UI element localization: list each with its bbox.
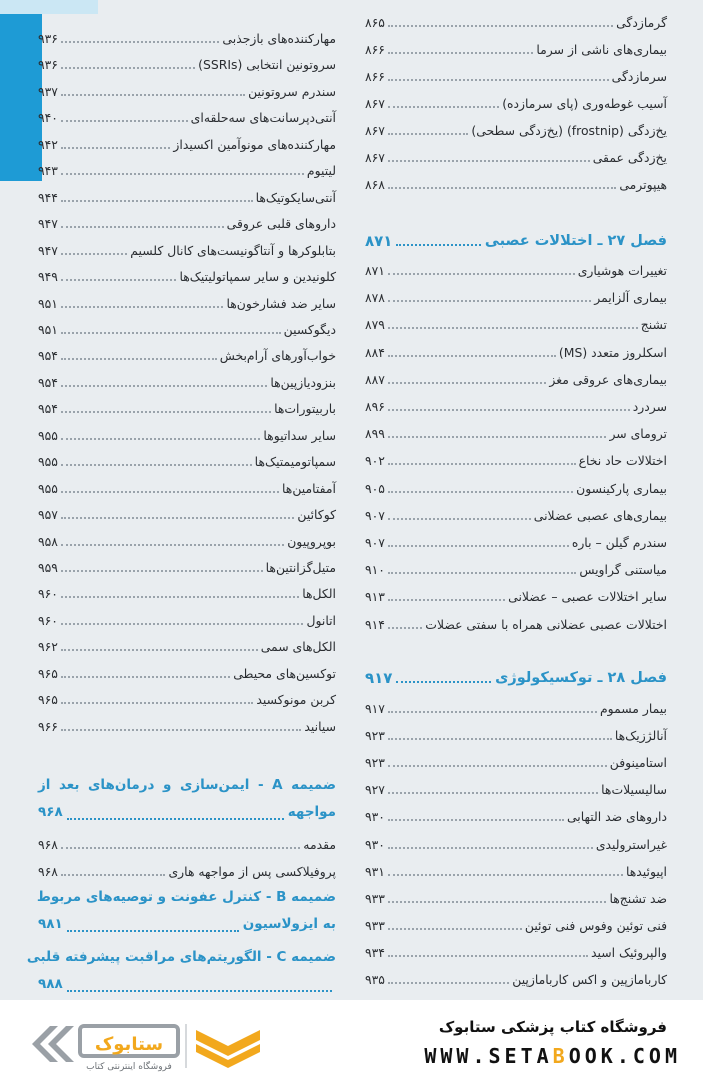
- entry-title: سرمازدگی: [611, 69, 667, 84]
- toc-entry[interactable]: [365, 143, 667, 167]
- dot-leader: [61, 200, 253, 202]
- entry-page-number: ۸۸۴: [365, 344, 385, 360]
- dot-leader: [388, 518, 531, 520]
- entry-title: سایر سداتیوها: [263, 427, 336, 443]
- entry-page-number: ۹۳۶: [38, 31, 58, 46]
- entry-page-number: ۹۶۲: [38, 639, 58, 655]
- entry-title: تغییرات هوشیاری: [577, 263, 667, 278]
- toc-entry[interactable]: [365, 775, 667, 799]
- dot-leader: [61, 438, 260, 440]
- entry-page-number: ۹۶۰: [38, 612, 58, 628]
- entry-page-number: ۸۷۹: [365, 317, 385, 333]
- dot-leader: [67, 990, 332, 992]
- entry-page-number: ۹۴۷: [38, 216, 58, 232]
- dot-leader: [388, 187, 616, 189]
- toc-entry[interactable]: [38, 24, 336, 48]
- toc-entry[interactable]: [38, 156, 336, 180]
- appendix-title-line-1: ضمیمه A - ایمن‌سازی و درمان‌های بعد از: [38, 777, 337, 793]
- store-footer: [0, 1000, 703, 1080]
- entry-title: داروهای ضد التهابی: [566, 809, 667, 825]
- dot-leader: [61, 544, 284, 546]
- toc-entry[interactable]: [365, 938, 667, 962]
- dot-leader: [61, 358, 217, 360]
- dot-leader: [61, 306, 223, 308]
- toc-entry[interactable]: [365, 857, 667, 881]
- toc-entry[interactable]: [38, 527, 336, 551]
- dot-leader: [388, 436, 606, 438]
- entry-page-number: ۸۶۵: [365, 15, 385, 30]
- appendix-page-number: ۹۸۸: [38, 976, 63, 992]
- entry-title: مقدمه: [303, 837, 336, 852]
- entry-title: سالیسیلات‌ها: [601, 782, 667, 798]
- entry-page-number: ۸۶۷: [365, 123, 385, 138]
- dot-leader: [388, 711, 597, 713]
- dot-leader: [61, 729, 301, 731]
- entry-page-number: ۹۶۵: [38, 665, 58, 681]
- toc-entry[interactable]: [365, 283, 667, 307]
- entry-page-number: ۹۵۵: [38, 427, 58, 443]
- toc-entry[interactable]: [38, 632, 336, 656]
- dot-leader: [388, 847, 593, 849]
- dot-leader: [61, 67, 195, 69]
- entry-title: بیماری آلزایمر: [594, 290, 667, 306]
- entry-page-number: ۹۵۵: [38, 480, 58, 496]
- entry-title: سندرم گیلن – باره: [571, 535, 667, 550]
- toc-entry[interactable]: [38, 209, 336, 233]
- toc-entry[interactable]: [365, 911, 667, 935]
- toc-entry[interactable]: [38, 130, 336, 154]
- entry-title: یخ‌زدگی عمقی: [592, 150, 667, 165]
- entry-title: متیل‌گزانتین‌ها: [265, 560, 336, 575]
- toc-entry[interactable]: [365, 965, 667, 989]
- entry-title: والپروئیک اسید: [590, 944, 667, 960]
- entry-title: ضد تشنج‌ها: [609, 890, 667, 906]
- toc-entry[interactable]: [38, 289, 336, 313]
- dot-leader: [61, 332, 281, 334]
- entry-page-number: ۹۵۷: [38, 507, 58, 523]
- toc-entry[interactable]: [38, 236, 336, 260]
- toc-entry[interactable]: [38, 579, 336, 603]
- toc-entry[interactable]: [38, 103, 336, 127]
- toc-entry[interactable]: [38, 368, 336, 392]
- entry-title: بیمار مسموم: [600, 701, 667, 716]
- entry-page-number: ۹۰۷: [365, 507, 385, 523]
- appendix-title-line-2-row: [38, 911, 336, 938]
- appendix-title-line-1: ضمیمه B - کنترل عفونت و توصیه‌های مربوط: [36, 889, 336, 905]
- entry-title: تشنج: [640, 317, 667, 333]
- toc-entry[interactable]: [365, 116, 667, 140]
- entry-page-number: ۹۲۷: [365, 782, 385, 798]
- toc-entry[interactable]: [365, 35, 667, 59]
- entry-page-number: ۹۳۶: [38, 57, 58, 73]
- entry-title: بنزودیازپین‌ها: [270, 374, 336, 390]
- dot-leader: [61, 623, 304, 625]
- entry-title: میاستنی گراویس: [579, 562, 667, 578]
- dot-leader: [388, 106, 499, 108]
- dot-leader: [61, 596, 299, 598]
- entry-page-number: ۹۵۹: [38, 560, 58, 575]
- dot-leader: [388, 901, 607, 903]
- entry-page-number: ۹۲۳: [365, 755, 385, 771]
- dot-leader: [388, 572, 576, 574]
- dot-leader: [61, 874, 166, 876]
- toc-entry[interactable]: [365, 338, 667, 362]
- entry-page-number: ۹۱۴: [365, 616, 385, 632]
- entry-page-number: ۹۳۴: [365, 944, 385, 960]
- dot-leader: [388, 792, 598, 794]
- dot-leader: [388, 463, 576, 465]
- entry-title: آنتی‌دپرسانت‌های سه‌حلقه‌ای: [190, 110, 336, 126]
- entry-title: آسیب غوطه‌وری (پای سرمازده): [502, 96, 667, 111]
- setabook-logo: [28, 1020, 274, 1072]
- toc-entry[interactable]: [365, 582, 667, 606]
- entry-page-number: ۸۹۹: [365, 426, 385, 442]
- toc-entry[interactable]: [38, 500, 336, 524]
- entry-title: استامینوفن: [609, 755, 667, 771]
- dot-leader: [388, 491, 573, 493]
- dot-leader: [388, 928, 522, 930]
- toc-entry[interactable]: [365, 610, 667, 634]
- entry-page-number: ۹۳۳: [365, 917, 385, 933]
- dot-leader: [67, 930, 239, 932]
- entry-page-number: ۹۶۰: [38, 586, 58, 602]
- entry-title: سردرد: [632, 399, 667, 414]
- entry-title: آنالژزیک‌ها: [614, 728, 667, 744]
- dot-leader: [61, 41, 219, 43]
- dot-leader: [61, 94, 245, 96]
- appendix-title-line-1: ضمیمه C - الگوریتم‌های مراقبت پیشرفته قلبی: [26, 949, 336, 965]
- entry-title: مهارکننده‌های مونوآمین اکسیداز: [173, 136, 336, 152]
- toc-entry[interactable]: [38, 421, 336, 445]
- entry-page-number: ۹۶۶: [38, 718, 58, 734]
- entry-page-number: ۸۸۷: [365, 371, 385, 387]
- entry-page-number: ۸۶۶: [365, 42, 385, 57]
- toc-entry[interactable]: [365, 528, 667, 552]
- dot-leader: [61, 464, 252, 466]
- dot-leader: [61, 279, 177, 281]
- entry-title: اتانول: [306, 612, 336, 628]
- dot-leader: [388, 25, 613, 27]
- entry-title: کاربامازپین و اکس کاربامازپین: [512, 972, 667, 987]
- dot-leader: [388, 409, 630, 411]
- entry-title: توکسین‌های محیطی: [233, 665, 336, 681]
- toc-entry[interactable]: [365, 446, 667, 470]
- toc-entry[interactable]: [365, 721, 667, 745]
- entry-page-number: ۹۳۰: [365, 836, 385, 852]
- dot-leader: [61, 226, 224, 228]
- toc-entry[interactable]: [365, 501, 667, 525]
- dot-leader: [61, 676, 230, 678]
- entry-page-number: ۸۶۶: [365, 69, 385, 84]
- toc-entry[interactable]: [38, 315, 336, 339]
- entry-page-number: ۹۶۵: [38, 692, 58, 708]
- dot-leader: [61, 491, 279, 493]
- entry-title: بیماری‌های عصبی عضلانی: [533, 507, 667, 523]
- toc-entry[interactable]: [38, 394, 336, 418]
- dot-leader: [61, 702, 253, 704]
- toc-entry[interactable]: [365, 8, 667, 32]
- entry-title: پروفیلاکسی پس از مواجهه هاری: [168, 864, 336, 879]
- dot-leader: [388, 819, 564, 821]
- toc-entry[interactable]: [365, 555, 667, 579]
- dot-leader: [61, 847, 300, 849]
- toc-entry[interactable]: [365, 310, 667, 334]
- toc-entry[interactable]: [38, 553, 336, 577]
- entry-title: کلونیدین و سایر سمپاتولیتیک‌ها: [179, 269, 336, 285]
- dot-leader: [388, 327, 638, 329]
- appendix-title-line-2-row: [38, 971, 336, 998]
- dot-leader: [61, 570, 263, 572]
- entry-page-number: ۸۶۷: [365, 96, 385, 111]
- entry-page-number: ۹۴۷: [38, 242, 58, 258]
- entry-page-number: ۹۵۵: [38, 454, 58, 470]
- entry-page-number: ۹۵۱: [38, 295, 58, 311]
- toc-entry[interactable]: [38, 857, 336, 881]
- toc-entry[interactable]: [365, 89, 667, 113]
- appendix-page-number: ۹۶۸: [38, 804, 63, 820]
- entry-page-number: ۹۲۳: [365, 728, 385, 744]
- appendix-heading[interactable]: [26, 944, 336, 998]
- dot-leader: [388, 765, 607, 767]
- entry-title: خواب‌آورهای آرام‌بخش: [219, 348, 336, 364]
- dot-leader: [388, 738, 612, 740]
- entry-title: آمفتامین‌ها: [282, 480, 336, 496]
- entry-page-number: ۸۶۸: [365, 177, 385, 192]
- toc-entry[interactable]: [38, 659, 336, 683]
- toc-entry[interactable]: [38, 341, 336, 365]
- entry-title: دیگوکسین: [283, 321, 336, 337]
- entry-page-number: ۹۳۳: [365, 890, 385, 906]
- dot-leader: [388, 52, 533, 54]
- entry-title: آنتی‌سایکوتیک‌ها: [255, 189, 336, 205]
- entry-title: بوپروپیون: [287, 533, 336, 549]
- dot-leader: [61, 517, 294, 519]
- logo-caption: فروشگاه اینترنتی کتاب: [86, 1062, 172, 1072]
- entry-title: سمپاتومیمتیک‌ها: [254, 454, 336, 470]
- entry-title: سروتونین انتخابی (SSRIs): [198, 57, 336, 73]
- dot-leader: [396, 681, 491, 683]
- appendix-title-line-2: به ایزولاسیون: [242, 916, 336, 932]
- book-stack-icon: [196, 1030, 260, 1068]
- chapter-heading[interactable]: [365, 230, 667, 252]
- toc-entry[interactable]: [365, 802, 667, 826]
- store-url-link[interactable]: [424, 1044, 681, 1068]
- toc-entry[interactable]: [38, 685, 336, 709]
- toc-entry[interactable]: [365, 365, 667, 389]
- toc-entry[interactable]: [38, 606, 336, 630]
- dot-leader: [388, 627, 422, 629]
- page-edge-tab: [0, 14, 42, 181]
- entry-title: بیماری‌های عروقی مغز: [549, 371, 667, 387]
- dot-leader: [388, 545, 569, 547]
- entry-page-number: ۹۰۷: [365, 535, 385, 550]
- entry-page-number: ۹۴۳: [38, 163, 58, 179]
- entry-title: ترومای سر: [609, 426, 667, 442]
- entry-page-number: ۹۰۵: [365, 480, 385, 496]
- toc-entry[interactable]: [365, 256, 667, 280]
- entry-title: کوکائین: [297, 507, 336, 523]
- dot-leader: [61, 120, 188, 122]
- entry-page-number: ۹۵۴: [38, 401, 58, 417]
- entry-page-number: ۹۴۴: [38, 189, 58, 205]
- entry-page-number: ۹۱۳: [365, 589, 385, 605]
- entry-title: مهارکننده‌های بازجذبی: [222, 31, 336, 46]
- dot-leader: [388, 300, 591, 302]
- toc-entry[interactable]: [38, 830, 336, 854]
- dot-leader: [61, 411, 271, 413]
- entry-title: هیپوترمی: [619, 177, 667, 192]
- chapter-title: فصل ۲۸ ـ توکسیکولوژی: [495, 670, 667, 686]
- entry-page-number: ۸۶۷: [365, 150, 385, 165]
- entry-title: اپیوئیدها: [625, 863, 667, 879]
- entry-page-number: ۹۱۰: [365, 562, 385, 578]
- appendix-heading[interactable]: [38, 884, 336, 938]
- chapter-page-number: ۹۱۷: [365, 669, 393, 687]
- entry-page-number: ۹۳۰: [365, 809, 385, 825]
- dot-leader: [396, 244, 480, 246]
- dot-leader: [388, 160, 590, 162]
- appendix-title-line-2: مواجهه: [287, 804, 336, 820]
- chapter-page-number: ۸۷۱: [365, 232, 393, 250]
- store-name: فروشگاه کتاب پزشکی ستابوک: [438, 1018, 667, 1036]
- entry-title: الکل‌های سمی: [260, 639, 336, 655]
- entry-page-number: ۸۹۶: [365, 399, 385, 414]
- chapter-heading[interactable]: [365, 667, 667, 689]
- dot-leader: [388, 982, 509, 984]
- toc-entry[interactable]: [365, 62, 667, 86]
- toc-entry[interactable]: [38, 474, 336, 498]
- entry-page-number: ۹۵۸: [38, 533, 58, 549]
- entry-title: فنی توئین وفوس فنی توئین: [524, 917, 667, 933]
- entry-page-number: ۹۵۴: [38, 374, 58, 390]
- entry-title: سایر اختلالات عصبی – عضلانی: [508, 589, 667, 605]
- store-url-part-2: B: [552, 1044, 569, 1068]
- entry-title: غیراسترولیدی: [595, 836, 667, 852]
- dot-leader: [61, 649, 258, 651]
- dot-leader: [388, 355, 556, 357]
- entry-title: یخ‌زدگی (frostnip) (یخ‌زدگی سطحی): [471, 123, 667, 138]
- dot-leader: [388, 874, 623, 876]
- dot-leader: [61, 147, 170, 149]
- toc-entry[interactable]: [365, 419, 667, 443]
- entry-page-number: ۹۵۴: [38, 348, 58, 364]
- entry-title: سیانید: [304, 718, 336, 734]
- toc-entry[interactable]: [365, 830, 667, 854]
- dot-leader: [388, 79, 609, 81]
- entry-title: سایر ضد فشارخون‌ها: [226, 295, 336, 311]
- dot-leader: [388, 599, 505, 601]
- toc-entry[interactable]: [365, 170, 667, 194]
- toc-entry[interactable]: [38, 712, 336, 736]
- entry-title: الکل‌ها: [302, 586, 336, 602]
- chevron-double-icon: [32, 1026, 74, 1062]
- entry-page-number: ۹۶۸: [38, 837, 58, 852]
- entry-page-number: ۸۷۱: [365, 263, 385, 278]
- entry-title: سندرم سروتونین: [248, 83, 336, 99]
- toc-entry[interactable]: [365, 748, 667, 772]
- entry-page-number: ۹۱۷: [365, 701, 385, 716]
- entry-title: گرمازدگی: [616, 15, 667, 30]
- toc-entry[interactable]: [38, 447, 336, 471]
- dot-leader: [388, 133, 468, 135]
- toc-entry[interactable]: [38, 50, 336, 74]
- appendix-title-line-2-row: [38, 799, 336, 826]
- entry-title: اختلالات حاد نخاع: [578, 453, 667, 469]
- toc-entry[interactable]: [365, 392, 667, 416]
- toc-entry[interactable]: [365, 884, 667, 908]
- entry-title: داروهای قلبی عروقی: [226, 216, 336, 232]
- entry-page-number: ۹۳۵: [365, 972, 385, 987]
- entry-title: اسکلروز متعدد (MS): [558, 344, 667, 360]
- entry-title: باربیتورات‌ها: [274, 401, 336, 417]
- entry-page-number: ۹۴۹: [38, 269, 58, 285]
- dot-leader: [388, 382, 546, 384]
- store-url-part-3: OOK.COM: [568, 1044, 681, 1068]
- entry-title: بتابلوکرها و آنتاگونیست‌های کانال کلسیم: [130, 242, 336, 258]
- entry-page-number: ۸۷۸: [365, 290, 385, 306]
- appendix-heading[interactable]: [38, 772, 336, 826]
- toc-entry[interactable]: [38, 262, 336, 286]
- dot-leader: [61, 253, 127, 255]
- dot-leader: [388, 273, 575, 275]
- entry-page-number: ۹۴۰: [38, 110, 58, 126]
- entry-title: کربن مونوکسید: [256, 692, 336, 708]
- entry-page-number: ۹۳۱: [365, 863, 385, 879]
- toc-entry[interactable]: [365, 694, 667, 718]
- dot-leader: [61, 173, 304, 175]
- entry-title: لیتیوم: [306, 163, 336, 179]
- entry-title: بیماری پارکینسون: [576, 480, 667, 496]
- entry-page-number: ۹۳۷: [38, 83, 58, 99]
- logo-wordmark: ستابوک: [94, 1034, 164, 1055]
- toc-entry[interactable]: [38, 183, 336, 207]
- dot-leader: [388, 955, 588, 957]
- dot-leader: [67, 818, 284, 820]
- dot-leader: [61, 385, 267, 387]
- toc-entry[interactable]: [365, 474, 667, 498]
- chapter-title: فصل ۲۷ ـ اختلالات عصبی: [484, 233, 667, 249]
- entry-page-number: ۹۰۲: [365, 453, 385, 469]
- appendix-page-number: ۹۸۱: [38, 916, 63, 932]
- entry-title: بیماری‌های ناشی از سرما: [536, 42, 667, 57]
- page-edge-tab-light: [0, 0, 98, 14]
- entry-page-number: ۹۵۱: [38, 321, 58, 337]
- entry-title: اختلالات عصبی عضلانی همراه با سفتی عضلات: [425, 616, 667, 632]
- entry-page-number: ۹۶۸: [38, 864, 58, 879]
- store-url-part-1: WWW.SETA: [424, 1044, 553, 1068]
- toc-entry[interactable]: [38, 77, 336, 101]
- entry-page-number: ۹۴۲: [38, 136, 58, 152]
